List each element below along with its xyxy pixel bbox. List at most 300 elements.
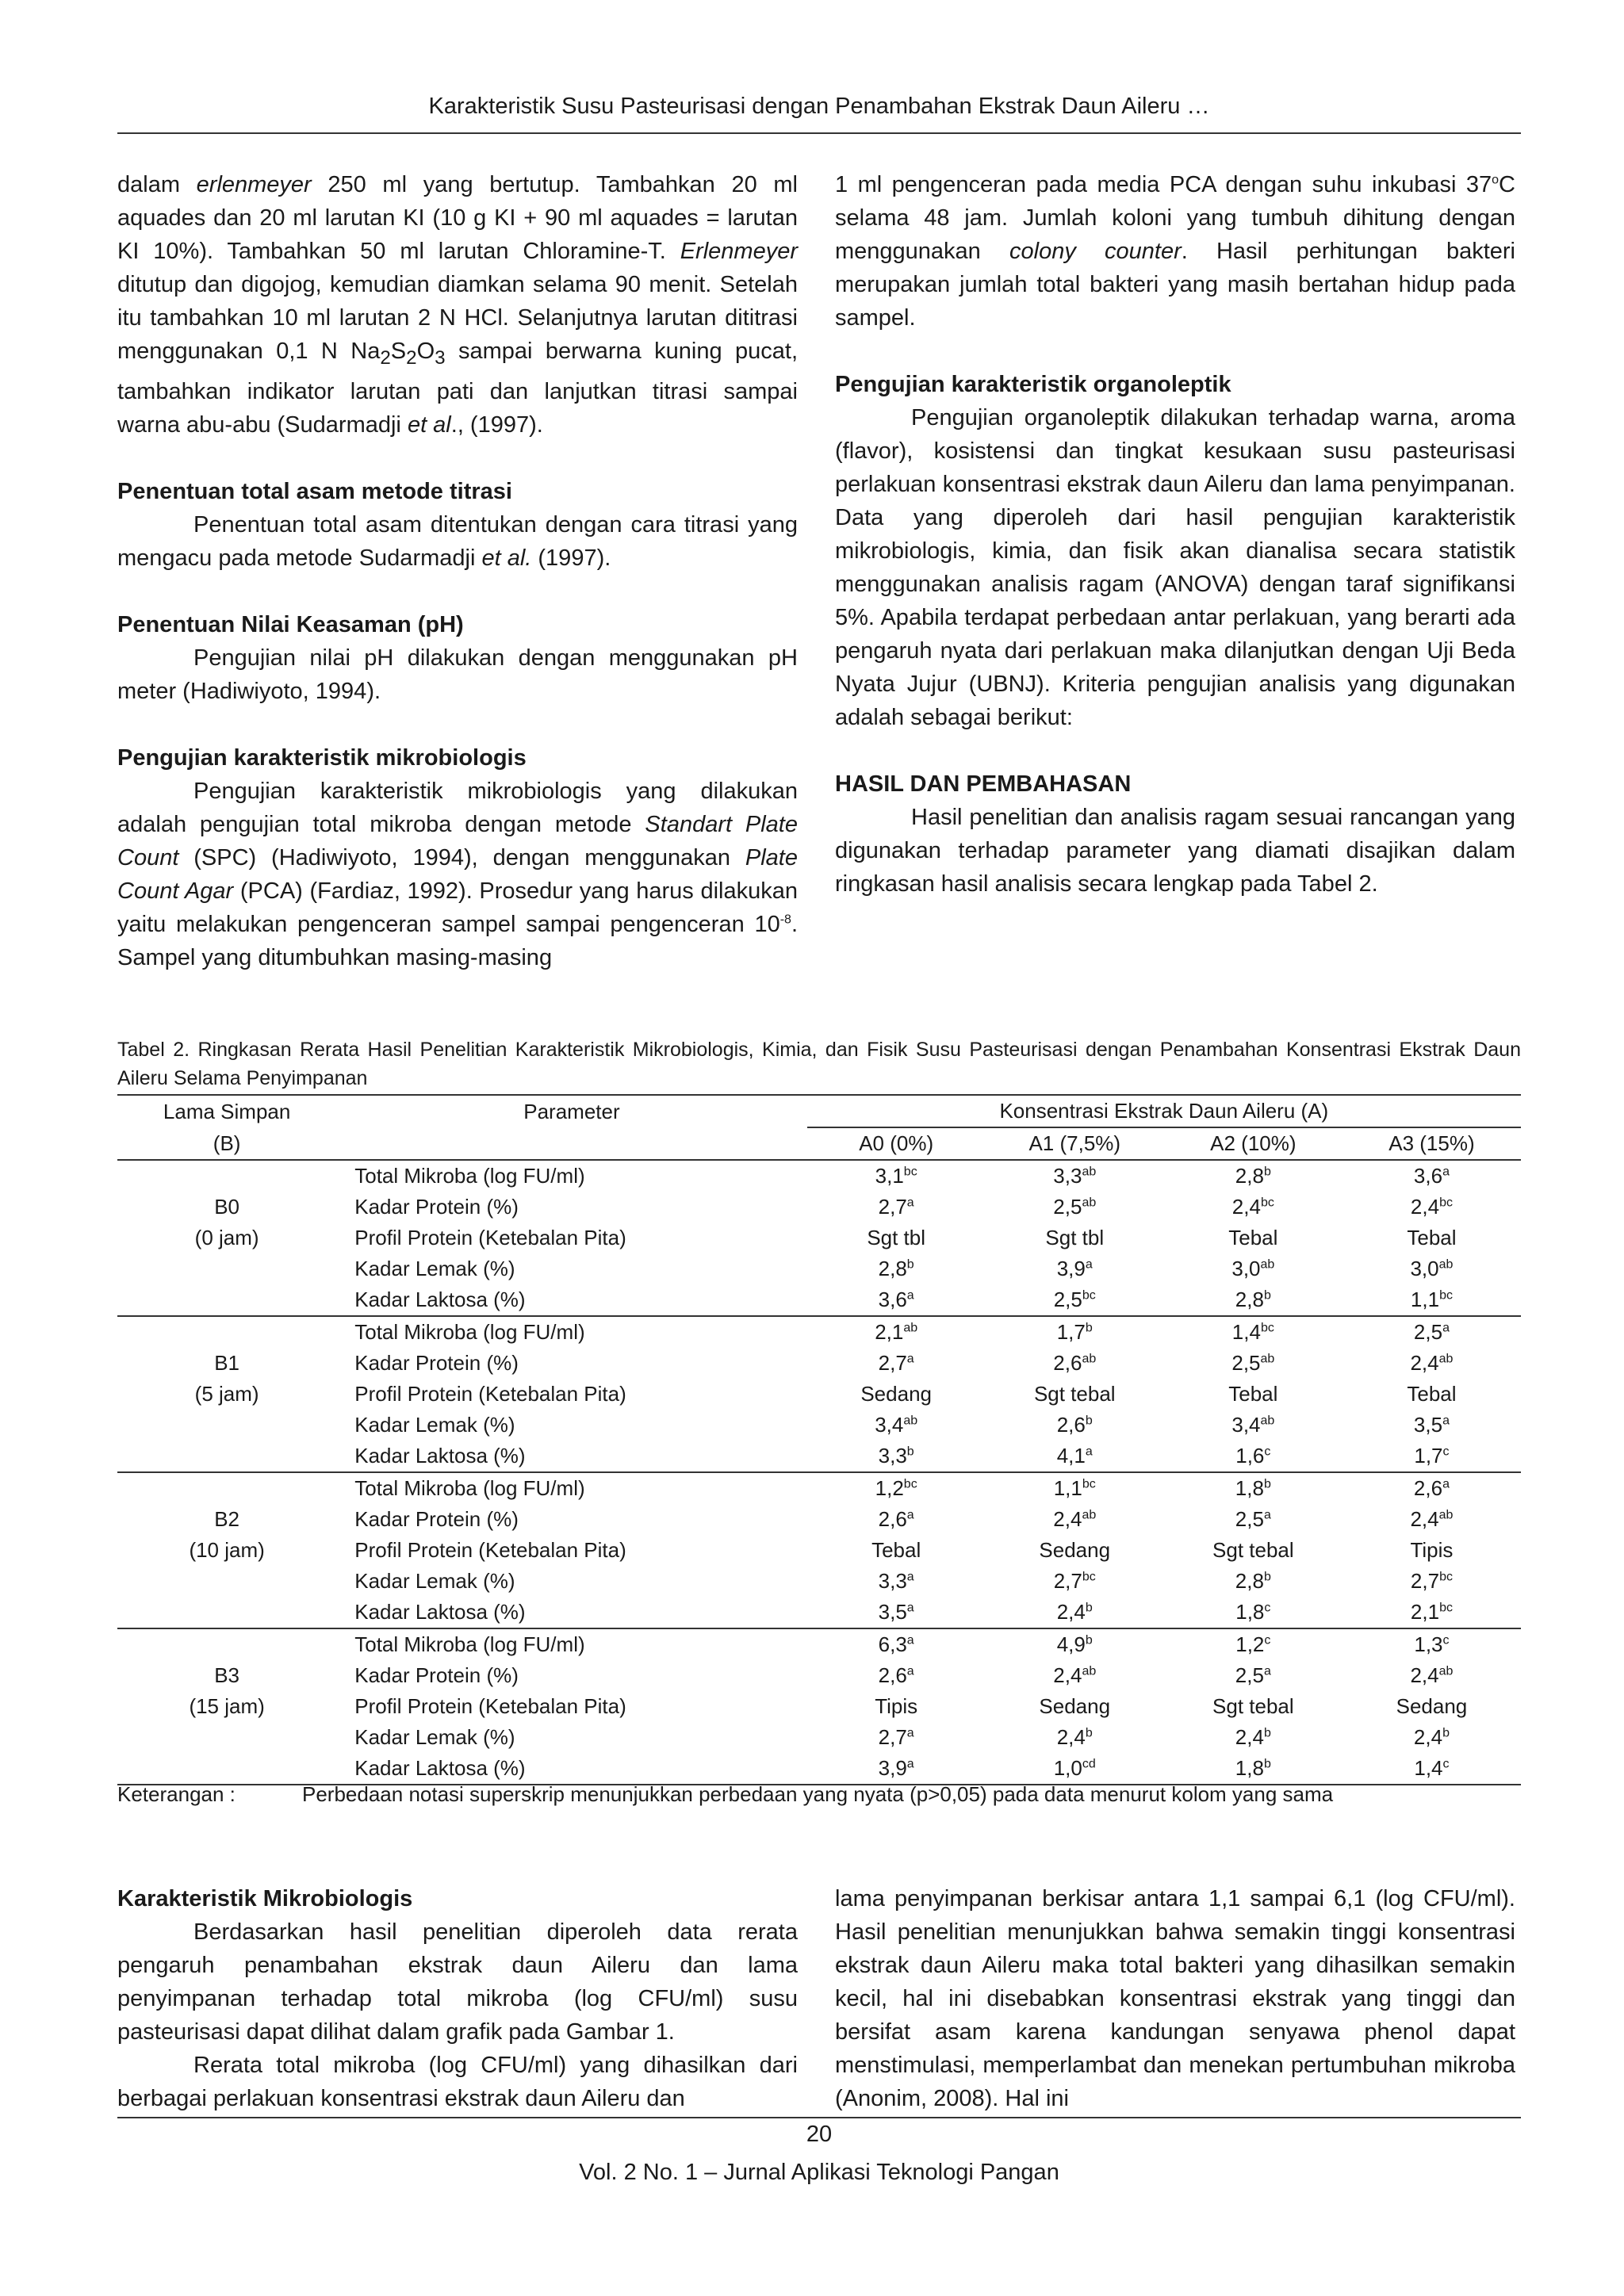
heading-total-asam: Penentuan total asam metode titrasi: [117, 478, 512, 504]
value-cell: [1342, 1160, 1521, 1192]
value-cell: [807, 1160, 986, 1192]
significance-notation: ab: [1082, 1165, 1097, 1179]
value-cell: [986, 1253, 1164, 1284]
storage-blank: [117, 1253, 336, 1284]
significance-notation: bc: [1082, 1477, 1096, 1491]
value-cell: [986, 1441, 1164, 1472]
storage-time: (15 jam): [189, 1694, 265, 1718]
parameter-cell: Profil Protein (Ketebalan Pita): [354, 1694, 626, 1718]
significance-notation: ab: [1260, 1257, 1275, 1272]
significance-notation: b: [1085, 1633, 1093, 1647]
value-text: 3,3: [878, 1569, 907, 1593]
paragraph-organoleptik: Pengujian organoleptik dilakukan terhadap warna, aroma (flavor), kosistensi dan tingkat kesukaan susu pasteurisasi perlakuan konsentrasi ekstrak daun Aileru dan lama penyimpanan. Data yang diperoleh dari hasil pengujian karakteristik mikrobiologis, kimia, dan fisik akan dianalisa secara statistik menggunakan analisis ragam (ANOVA) dengan taraf signifikansi 5%. Apabila terdapat perbedaan antar perlakuan, yang berarti ada pengaruh nyata dari perlakuan maka dilanjutkan dengan Uji Beda Nyata Jujur (UBNJ). Kriteria pengujian analisis yang digunakan adalah sebagai berikut:: [835, 405, 1515, 730]
significance-notation: a: [906, 1601, 914, 1615]
storage-code: B1: [214, 1351, 240, 1375]
significance-notation: b: [1263, 1288, 1271, 1303]
value-cell: [986, 1691, 1164, 1722]
value-text: 2,4: [1053, 1663, 1082, 1687]
significance-notation: a: [906, 1570, 914, 1584]
value-cell: [1342, 1660, 1521, 1691]
value-text: Tebal: [871, 1538, 921, 1562]
paragraph-mikrobiologis: Pengujian karakteristik mikrobiologis yang dilakukan adalah pengujian total mikroba dengan metode Standart Plate Count (SPC) (Hadiwiyoto, 1994), dengan menggunakan Plate Count Agar (PCA) (Fardiaz, 1992). Prosedur yang harus dilakukan yaitu melakukan pengenceran sampel sampai pengenceran $10^{-8}$. Sampel yang ditumbuhkan masing-masing: [117, 778, 798, 970]
value-cell: [807, 1753, 986, 1785]
significance-notation: ab: [903, 1321, 918, 1335]
value-text: 2,5: [1235, 1507, 1264, 1531]
value-text: 2,6: [1413, 1476, 1443, 1500]
significance-notation: ab: [1260, 1414, 1275, 1428]
value-cell: [807, 1597, 986, 1628]
parameter-cell: Profil Protein (Ketebalan Pita): [354, 1382, 626, 1406]
value-text: 2,8: [1235, 1288, 1264, 1311]
table-row: [117, 1348, 1521, 1379]
value-cell: [807, 1691, 986, 1722]
value-text: Tipis: [1410, 1538, 1454, 1562]
value-cell: [986, 1535, 1164, 1566]
value-cell: [1342, 1284, 1521, 1316]
significance-notation: c: [1442, 1633, 1450, 1647]
value-text: 3,3: [1053, 1164, 1082, 1188]
value-cell: [986, 1660, 1164, 1691]
value-cell: [1164, 1160, 1342, 1192]
table-row: [117, 1535, 1521, 1566]
significance-notation: a: [1263, 1664, 1271, 1678]
significance-notation: c: [1264, 1601, 1271, 1615]
header-parameter-blank: [336, 1127, 806, 1160]
significance-notation: b: [1263, 1757, 1271, 1771]
value-cell: [986, 1160, 1164, 1192]
significance-notation: b: [1085, 1414, 1093, 1428]
value-text: Sgt tebal: [1212, 1694, 1294, 1718]
parameter-cell: Kadar Laktosa (%): [336, 1753, 806, 1785]
value-cell: [1164, 1410, 1342, 1441]
value-text: 2,8: [878, 1257, 907, 1280]
table-note-label: Keterangan :: [117, 1782, 236, 1806]
value-text: 1,7: [1056, 1320, 1086, 1344]
value-cell: [1164, 1316, 1342, 1348]
value-cell: [1342, 1753, 1521, 1785]
significance-notation: a: [906, 1726, 914, 1740]
value-text: 4,9: [1056, 1632, 1086, 1656]
value-text: 3,3: [878, 1444, 907, 1468]
value-text: 4,1: [1056, 1444, 1086, 1468]
value-cell: [986, 1628, 1164, 1660]
value-cell: [1342, 1566, 1521, 1597]
value-cell: [1164, 1348, 1342, 1379]
significance-notation: bc: [903, 1477, 917, 1491]
value-text: Sedang: [1039, 1538, 1111, 1562]
parameter-cell: Total Mikroba (log FU/ml): [354, 1632, 585, 1656]
significance-notation: bc: [1439, 1288, 1453, 1303]
storage-time: (5 jam): [194, 1382, 259, 1406]
value-cell: [807, 1566, 986, 1597]
value-text: 2,4: [1413, 1725, 1443, 1749]
table-row: [117, 1223, 1521, 1253]
storage-blank: [117, 1597, 336, 1628]
significance-notation: ab: [1082, 1664, 1097, 1678]
value-text: 2,6: [1056, 1413, 1086, 1437]
parameter-cell: Profil Protein (Ketebalan Pita): [354, 1538, 626, 1562]
storage-blank: [117, 1472, 336, 1504]
value-cell: [1164, 1566, 1342, 1597]
table-body: [117, 1160, 1521, 1785]
significance-notation: ab: [1260, 1352, 1275, 1366]
significance-notation: a: [1085, 1445, 1093, 1459]
value-cell: [1164, 1597, 1342, 1628]
right-column-bottom: [835, 1882, 1515, 2115]
value-text: 2,4: [1410, 1351, 1439, 1375]
header-rule: [117, 132, 1521, 134]
value-cell: [1342, 1223, 1521, 1253]
value-cell: [1342, 1316, 1521, 1348]
paragraph-mikrobiologis-3: lama penyimpanan berkisar antara 1,1 sampai 6,1 (log CFU/ml). Hasil penelitian menunjukkan bahwa semakin tinggi konsentrasi ekstrak daun Aileru maka total bakteri yang dihasilkan semakin kecil, hal ini disebabkan konsentrasi ekstrak yang tinggi dan bersifat asam karena kandungan senyawa phenol dapat menstimulasi, memperlambat dan menekan pertumbuhan mikroba (Anonim, 2008). Hal ini: [835, 1886, 1515, 2111]
value-cell: [1342, 1597, 1521, 1628]
table-row: [117, 1753, 1521, 1785]
value-text: 2,7: [878, 1725, 907, 1749]
value-cell: [1164, 1691, 1342, 1722]
value-cell: [1164, 1223, 1342, 1253]
value-text: 1,6: [1235, 1444, 1265, 1468]
parameter-cell: Profil Protein (Ketebalan Pita): [354, 1226, 626, 1249]
significance-notation: a: [906, 1288, 914, 1303]
value-cell: [1342, 1348, 1521, 1379]
storage-blank: [117, 1441, 336, 1472]
significance-notation: bc: [1260, 1321, 1274, 1335]
value-text: 3,5: [878, 1600, 907, 1624]
value-text: 3,5: [1413, 1413, 1443, 1437]
page-number: 20: [806, 2122, 833, 2147]
table-note-text: Perbedaan notasi superskrip menunjukkan perbedaan yang nyata (p>0,05) pada data menurut kolom yang sama: [302, 1782, 1334, 1806]
value-cell: [807, 1379, 986, 1410]
value-text: 2,5: [1053, 1195, 1082, 1219]
value-text: Tipis: [875, 1694, 918, 1718]
heading-karakteristik-mikrobiologis: Karakteristik Mikrobiologis: [117, 1886, 413, 1911]
parameter-cell: Kadar Laktosa (%): [336, 1441, 806, 1472]
value-cell: [807, 1223, 986, 1253]
significance-notation: bc: [1082, 1570, 1096, 1584]
value-text: Sedang: [1396, 1694, 1468, 1718]
value-text: 2,5: [1235, 1663, 1264, 1687]
value-cell: [1342, 1410, 1521, 1441]
value-text: 2,7: [1053, 1569, 1082, 1593]
value-text: Tebal: [1407, 1226, 1457, 1249]
storage-blank: [117, 1160, 336, 1192]
significance-notation: b: [1263, 1477, 1271, 1491]
parameter-cell: Kadar Protein (%): [354, 1195, 519, 1219]
header-lama-simpan: Lama Simpan: [117, 1095, 336, 1127]
value-cell: [807, 1253, 986, 1284]
value-cell: [1342, 1535, 1521, 1566]
significance-notation: c: [1264, 1633, 1271, 1647]
paragraph-mikrobiologis-2: Rerata total mikroba (log CFU/ml) yang dihasilkan dari berbagai perlakuan konsentrasi ekstrak daun Aileru dan: [117, 2053, 798, 2111]
value-text: 3,0: [1410, 1257, 1439, 1280]
header-col-a0: A0 (0%): [807, 1127, 986, 1160]
value-text: 3,9: [878, 1756, 907, 1780]
value-cell: [807, 1192, 986, 1223]
value-cell: [1164, 1192, 1342, 1223]
value-text: 1,1: [1053, 1476, 1082, 1500]
value-cell: [807, 1535, 986, 1566]
value-cell: [1342, 1379, 1521, 1410]
significance-notation: b: [1263, 1726, 1271, 1740]
table-row: [117, 1660, 1521, 1691]
value-text: 2,6: [878, 1507, 907, 1531]
value-cell: [1164, 1379, 1342, 1410]
paragraph-erlenmeyer: dalam erlenmeyer 250 ml yang bertutup. Tambahkan 20 ml aquades dan 20 ml larutan KI (10 g KI + 90 ml aquades = larutan KI 10%). Tambahkan 50 ml larutan Chloramine-T. Erlenmeyer ditutup dan digojog, kemudian diamkan selama 90 menit. Setelah itu tambahkan 10 ml larutan 2 N HCl. Selanjutnya larutan dititrasi menggunakan 0,1 N $Na_2S_2O_3$ sampai berwarna kuning pucat, tambahkan indikator larutan pati dan lanjutkan titrasi sampai warna abu-abu (Sudarmadji et al., (1997).: [117, 172, 798, 438]
storage-blank: [117, 1410, 336, 1441]
storage-blank: [117, 1722, 336, 1753]
significance-notation: c: [1264, 1445, 1271, 1459]
header-col-a3: A3 (15%): [1342, 1127, 1521, 1160]
value-text: 2,4: [1231, 1195, 1261, 1219]
significance-notation: a: [1263, 1508, 1271, 1522]
value-text: Sgt tbl: [867, 1226, 926, 1249]
significance-notation: a: [906, 1196, 914, 1210]
value-text: Tebal: [1228, 1226, 1278, 1249]
parameter-cell: Total Mikroba (log FU/ml): [354, 1476, 585, 1500]
right-column-top: [835, 168, 1515, 901]
storage-blank: [117, 1284, 336, 1316]
significance-notation: b: [1263, 1165, 1271, 1179]
value-text: 3,6: [878, 1288, 907, 1311]
value-text: 2,6: [1053, 1351, 1082, 1375]
value-cell: [986, 1722, 1164, 1753]
value-text: 2,7: [878, 1195, 907, 1219]
storage-code: B0: [214, 1195, 240, 1219]
value-text: 1,8: [1235, 1600, 1265, 1624]
value-cell: [986, 1566, 1164, 1597]
value-cell: [1342, 1628, 1521, 1660]
header-lama-simpan-b: (B): [117, 1127, 336, 1160]
value-text: 1,2: [1235, 1632, 1265, 1656]
value-text: 2,1: [875, 1320, 904, 1344]
parameter-cell: Kadar Lemak (%): [354, 1413, 515, 1437]
storage-blank: [117, 1753, 336, 1785]
significance-notation: ab: [1438, 1664, 1454, 1678]
value-cell: [1342, 1472, 1521, 1504]
value-cell: [1342, 1504, 1521, 1535]
value-text: 2,8: [1235, 1164, 1264, 1188]
value-text: 3,9: [1056, 1257, 1086, 1280]
value-cell: [986, 1223, 1164, 1253]
table-row: [117, 1192, 1521, 1223]
value-text: 2,7: [1410, 1569, 1440, 1593]
value-text: 2,8: [1235, 1569, 1264, 1593]
value-text: 2,4: [1410, 1195, 1440, 1219]
storage-code: B2: [214, 1507, 240, 1531]
journal-footer: Vol. 2 No. 1 – Jurnal Aplikasi Teknologi Pangan: [579, 2160, 1059, 2185]
value-text: 6,3: [878, 1632, 907, 1656]
value-cell: [807, 1441, 986, 1472]
value-cell: [1164, 1628, 1342, 1660]
parameter-cell: Kadar Laktosa (%): [336, 1597, 806, 1628]
value-cell: [986, 1597, 1164, 1628]
parameter-cell: Kadar Protein (%): [354, 1507, 519, 1531]
value-text: 2,4: [1056, 1725, 1086, 1749]
significance-notation: ab: [1438, 1352, 1454, 1366]
value-text: 2,1: [1410, 1600, 1440, 1624]
significance-notation: bc: [1439, 1570, 1453, 1584]
paragraph-pca: 1 ml pengenceran pada media PCA dengan suhu inkubasi 37$^o$C selama 48 jam. Jumlah koloni yang tumbuh dihitung dengan menggunakan colony counter. Hasil perhitungan bakteri merupakan jumlah total bakteri yang masih bertahan hidup pada sampel.: [835, 172, 1515, 331]
significance-notation: a: [1442, 1414, 1450, 1428]
table-row: [117, 1379, 1521, 1410]
value-text: Tebal: [1228, 1382, 1278, 1406]
heading-hasil: HASIL DAN PEMBAHASAN: [835, 771, 1132, 797]
value-cell: [986, 1284, 1164, 1316]
significance-notation: bc: [1439, 1601, 1453, 1615]
table-row: [117, 1284, 1521, 1316]
significance-notation: cd: [1082, 1757, 1096, 1771]
table-row: [117, 1722, 1521, 1753]
significance-notation: b: [1085, 1726, 1093, 1740]
value-text: Sgt tebal: [1212, 1538, 1294, 1562]
value-text: 3,4: [875, 1413, 904, 1437]
heading-ph: Penentuan Nilai Keasaman (pH): [117, 611, 464, 637]
header-konsentrasi: Konsentrasi Ekstrak Daun Aileru (A): [807, 1095, 1521, 1127]
value-text: Sgt tbl: [1045, 1226, 1105, 1249]
footer-rule: [117, 2117, 1521, 2118]
value-cell: [1342, 1253, 1521, 1284]
parameter-cell: Kadar Lemak (%): [354, 1725, 515, 1749]
value-text: 2,5: [1231, 1351, 1261, 1375]
value-text: Sedang: [860, 1382, 932, 1406]
table-row: [117, 1566, 1521, 1597]
table-row: [117, 1441, 1521, 1472]
value-text: 1,8: [1235, 1476, 1264, 1500]
value-cell: [1164, 1253, 1342, 1284]
value-cell: [986, 1472, 1164, 1504]
value-text: Tebal: [1407, 1382, 1457, 1406]
value-cell: [986, 1753, 1164, 1785]
table-row: [117, 1410, 1521, 1441]
significance-notation: a: [1442, 1321, 1450, 1335]
significance-notation: c: [1442, 1757, 1450, 1771]
significance-notation: a: [1442, 1165, 1450, 1179]
storage-code: B3: [214, 1663, 240, 1687]
table-row: [117, 1691, 1521, 1722]
value-text: 2,4: [1410, 1507, 1439, 1531]
significance-notation: bc: [903, 1165, 917, 1179]
header-col-a2: A2 (10%): [1164, 1127, 1342, 1160]
value-text: Sedang: [1039, 1694, 1111, 1718]
value-text: 2,5: [1413, 1320, 1443, 1344]
value-cell: [986, 1348, 1164, 1379]
value-text: 2,4: [1410, 1663, 1439, 1687]
significance-notation: b: [906, 1445, 914, 1459]
storage-blank: [117, 1628, 336, 1660]
paragraph-mikrobiologis-1: Berdasarkan hasil penelitian diperoleh data rerata pengaruh penambahan ekstrak daun Aileru dan lama penyimpanan terhadap total mikroba (log CFU/ml) susu pasteurisasi dapat dilihat dalam grafik pada Gambar 1.: [117, 1919, 798, 2045]
table-caption: Tabel 2. Ringkasan Rerata Hasil Penelitian Karakteristik Mikrobiologis, Kimia, dan Fisik Susu Pasteurisasi dengan Penambahan Konsentrasi Ekstrak Daun Aileru Selama Penyimpanan: [117, 1039, 1521, 1089]
value-text: Sgt tebal: [1033, 1382, 1116, 1406]
significance-notation: ab: [1438, 1257, 1454, 1272]
value-cell: [986, 1410, 1164, 1441]
table-row: [117, 1316, 1521, 1348]
value-cell: [1342, 1192, 1521, 1223]
value-cell: [1164, 1722, 1342, 1753]
value-text: 2,4: [1235, 1725, 1264, 1749]
parameter-cell: Total Mikroba (log FU/ml): [354, 1164, 585, 1188]
significance-notation: b: [1085, 1601, 1093, 1615]
parameter-cell: Kadar Laktosa (%): [336, 1284, 806, 1316]
value-cell: [1164, 1660, 1342, 1691]
value-cell: [807, 1410, 986, 1441]
significance-notation: c: [1442, 1445, 1450, 1459]
storage-time: (10 jam): [189, 1538, 265, 1562]
value-cell: [986, 1504, 1164, 1535]
header-col-a1: A1 (7,5%): [986, 1127, 1164, 1160]
value-text: 1,3: [1414, 1632, 1443, 1656]
value-text: 1,4: [1414, 1756, 1443, 1780]
value-text: 2,5: [1053, 1288, 1082, 1311]
significance-notation: ab: [1082, 1352, 1097, 1366]
parameter-cell: Total Mikroba (log FU/ml): [354, 1320, 585, 1344]
parameter-cell: Kadar Lemak (%): [354, 1257, 515, 1280]
paragraph-ph: Pengujian nilai pH dilakukan dengan menggunakan pH meter (Hadiwiyoto, 1994).: [117, 645, 798, 704]
significance-notation: bc: [1082, 1288, 1096, 1303]
significance-notation: bc: [1260, 1196, 1274, 1210]
results-table: [117, 1094, 1521, 1785]
value-cell: [1164, 1472, 1342, 1504]
storage-time: (0 jam): [194, 1226, 259, 1249]
table-row: [117, 1628, 1521, 1660]
paragraph-hasil: Hasil penelitian dan analisis ragam sesuai rancangan yang digunakan terhadap parameter yang diamati disajikan dalam ringkasan hasil analisis secara lengkap pada Tabel 2.: [835, 805, 1515, 897]
significance-notation: a: [906, 1633, 914, 1647]
value-text: 1,1: [1410, 1288, 1440, 1311]
value-text: 2,7: [878, 1351, 907, 1375]
value-text: 1,7: [1414, 1444, 1443, 1468]
storage-blank: [117, 1316, 336, 1348]
table-row: [117, 1504, 1521, 1535]
value-cell: [1164, 1504, 1342, 1535]
table-row: [117, 1597, 1521, 1628]
value-cell: [1164, 1441, 1342, 1472]
value-cell: [807, 1472, 986, 1504]
significance-notation: a: [906, 1352, 914, 1366]
parameter-cell: Kadar Lemak (%): [354, 1569, 515, 1593]
significance-notation: ab: [1082, 1508, 1097, 1522]
significance-notation: a: [906, 1508, 914, 1522]
significance-notation: a: [906, 1664, 914, 1678]
value-cell: [1342, 1691, 1521, 1722]
value-cell: [807, 1316, 986, 1348]
table-row: [117, 1472, 1521, 1504]
heading-mikrobiologis: Pengujian karakteristik mikrobiologis: [117, 744, 527, 771]
significance-notation: ab: [903, 1414, 918, 1428]
value-cell: [1164, 1535, 1342, 1566]
value-text: 1,4: [1231, 1320, 1261, 1344]
value-text: 1,8: [1235, 1756, 1264, 1780]
table-row: [117, 1253, 1521, 1284]
value-cell: [986, 1379, 1164, 1410]
value-cell: [986, 1316, 1164, 1348]
significance-notation: a: [1442, 1477, 1450, 1491]
significance-notation: b: [1442, 1726, 1450, 1740]
left-column-bottom: [117, 1882, 798, 2115]
significance-notation: b: [906, 1257, 914, 1272]
value-text: 1,0: [1053, 1756, 1082, 1780]
significance-notation: bc: [1439, 1196, 1453, 1210]
running-head: Karakteristik Susu Pasteurisasi dengan Penambahan Ekstrak Daun Aileru …: [428, 94, 1210, 119]
value-text: 3,6: [1413, 1164, 1443, 1188]
significance-notation: b: [1263, 1570, 1271, 1584]
heading-organoleptik: Pengujian karakteristik organoleptik: [835, 372, 1231, 397]
value-text: 3,1: [875, 1164, 904, 1188]
storage-blank: [117, 1566, 336, 1597]
value-cell: [1164, 1284, 1342, 1316]
value-text: 2,4: [1056, 1600, 1086, 1624]
value-cell: [807, 1348, 986, 1379]
value-text: 3,4: [1231, 1413, 1261, 1437]
parameter-cell: Kadar Protein (%): [354, 1663, 519, 1687]
